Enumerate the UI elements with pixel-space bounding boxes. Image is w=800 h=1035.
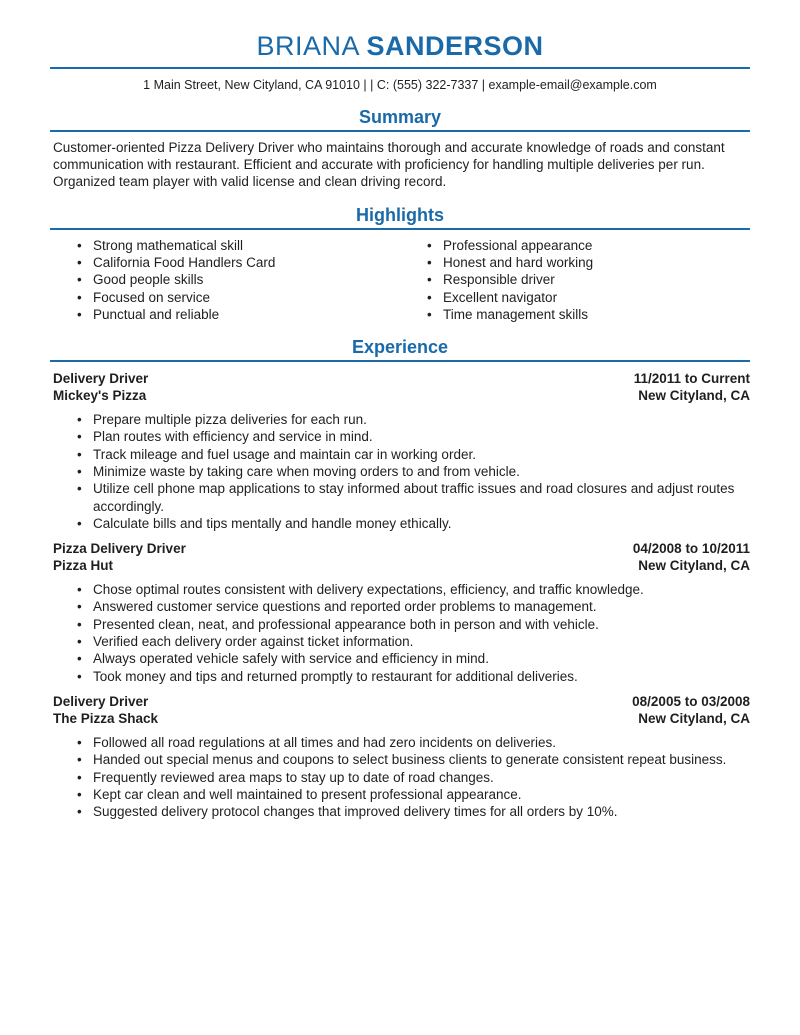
bullet-item: • Track mileage and fuel usage and maintain car in working order.	[50, 446, 750, 463]
bullet-item: • Answered customer service questions and reported order problems to management.	[50, 598, 750, 615]
summary-heading: Summary	[358, 107, 442, 127]
job-role: Delivery Driver	[53, 371, 149, 387]
job-bullet-list	[50, 734, 750, 820]
job-bullet-list	[50, 411, 750, 532]
job-title-row	[50, 693, 750, 710]
experience-divider	[50, 360, 750, 362]
job-dates: 11/2011 to Current	[633, 371, 750, 387]
bullet-item: • Time management skills	[400, 306, 750, 323]
job-entry	[50, 540, 750, 685]
bullet-item: • Honest and hard working	[400, 254, 750, 271]
page-title	[50, 31, 750, 61]
highlights-columns	[50, 230, 750, 323]
job-entry	[50, 693, 750, 820]
bullet-item: • Chose optimal routes consistent with delivery expectations, efficiency, and traffic knowledge.	[50, 581, 750, 598]
job-location: New Cityland, CA	[638, 558, 750, 574]
bullet-item: • Followed all road regulations at all times and had zero incidents on deliveries.	[50, 734, 750, 751]
job-title-row	[50, 540, 750, 557]
bullet-item: • Excellent navigator	[400, 289, 750, 306]
bullet-item: • Handed out special menus and coupons to select business clients to generate consistent repeat business.	[50, 751, 750, 768]
job-company-row	[50, 710, 750, 727]
job-bullet-list	[50, 581, 750, 685]
job-role: Pizza Delivery Driver	[53, 541, 186, 557]
job-dates: 04/2008 to 10/2011	[632, 541, 750, 557]
summary-divider	[50, 130, 750, 132]
job-company-row	[50, 557, 750, 574]
experience-heading: Experience	[351, 337, 449, 358]
contact-line: 1 Main Street, New Cityland, CA 91010 | | C: (555) 322-7337 | example-email@example.com	[143, 78, 657, 92]
job-role: Delivery Driver	[53, 693, 149, 709]
first-name: BRIANA	[256, 31, 359, 61]
bullet-item: • Utilize cell phone map applications to stay informed about traffic issues and road closures and adjust routes accordingly.	[50, 480, 750, 515]
job-company: The Pizza Shack	[53, 710, 159, 726]
bullet-item: • Plan routes with efficiency and service in mind.	[50, 428, 750, 445]
header-divider	[50, 67, 750, 69]
job-dates: 08/2005 to 03/2008	[632, 693, 750, 709]
bullet-item: • Responsible driver	[400, 271, 750, 288]
job-company: Mickey's Pizza	[53, 388, 147, 404]
bullet-item: • Calculate bills and tips mentally and handle money ethically.	[50, 515, 750, 532]
job-title-row	[50, 370, 750, 387]
bullet-item: • Focused on service	[50, 289, 400, 306]
last-name: SANDERSON	[366, 31, 544, 61]
bullet-item: • Frequently reviewed area maps to stay up to date of road changes.	[50, 769, 750, 786]
highlights-left-list	[50, 237, 400, 323]
bullet-item: • Minimize waste by taking care when moving orders to and from vehicle.	[50, 463, 750, 480]
highlights-right-list	[400, 237, 750, 323]
bullet-item: • Suggested delivery protocol changes that improved delivery times for all orders by 10%.	[50, 803, 750, 820]
bullet-item: • Presented clean, neat, and professional appearance both in person and with vehicle.	[50, 616, 750, 633]
job-location: New Cityland, CA	[638, 710, 750, 726]
bullet-item: • Strong mathematical skill	[50, 237, 400, 254]
bullet-item: • Good people skills	[50, 271, 400, 288]
bullet-item: • Kept car clean and well maintained to present professional appearance.	[50, 786, 750, 803]
summary-paragraph: Customer-oriented Pizza Delivery Driver who maintains thorough and accurate knowledge of roads and constant communication with restaurant. Efficient and accurate with proficiency for handling multiple deliveries per run. Organized team player with valid license and clean driving record.	[53, 140, 725, 190]
job-company-row	[50, 387, 750, 404]
job-company: Pizza Hut	[53, 558, 114, 574]
bullet-item: • Took money and tips and returned promptly to restaurant for additional deliveries.	[50, 668, 750, 685]
bullet-item: • Punctual and reliable	[50, 306, 400, 323]
bullet-item: • Always operated vehicle safely with service and efficiency in mind.	[50, 650, 750, 667]
highlights-heading: Highlights	[356, 204, 444, 225]
bullet-item: • California Food Handlers Card	[50, 254, 400, 271]
bullet-item: • Professional appearance	[400, 237, 750, 254]
job-location: New Cityland, CA	[638, 388, 750, 404]
bullet-item: • Verified each delivery order against ticket information.	[50, 633, 750, 650]
bullet-item: • Prepare multiple pizza deliveries for each run.	[50, 411, 750, 428]
job-entry	[50, 370, 750, 532]
